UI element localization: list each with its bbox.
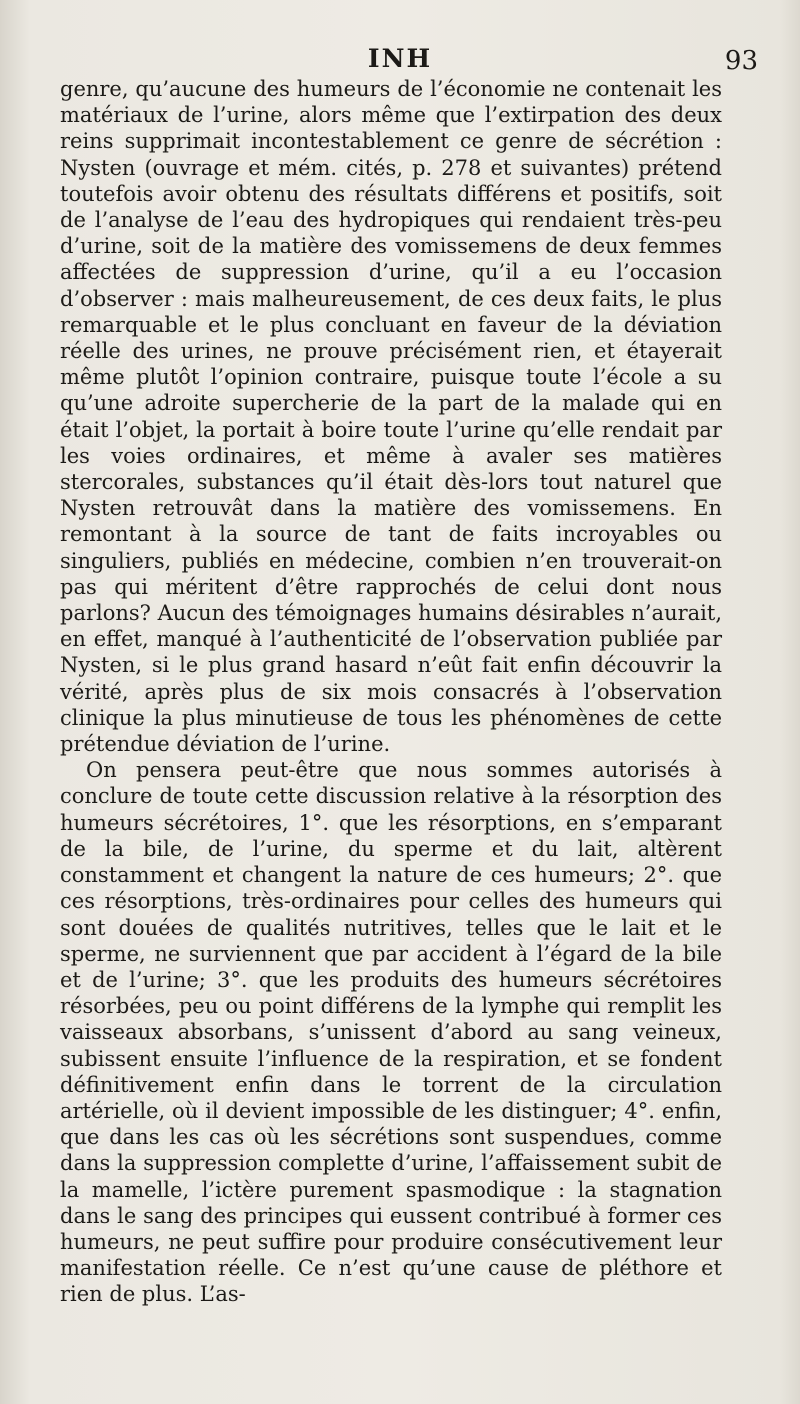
paragraph-1: genre, qu’aucune des humeurs de l’économie ne contenait les matériaux de l’urine, alors même que l’extirpation des deux reins supprimait incontestablement ce genre de sécrétion : Nysten (ouvrage et mém. cités, p. 278 et suivantes) prétend toutefois avoir obtenu des résultats différens et positifs, soit de l’analyse de l’eau des hydropiques qui rendaient très-peu d’urine, soit de la matière des vomissemens de deux femmes affectées de suppression d’urine, qu’il a eu l’occasion d’observer : mais malheureusement, de ces deux faits, le plus remarquable et le plus concluant en faveur de la déviation réelle des urines, ne prouve précisément rien, et étayerait même plutôt l’opinion contraire, puisque toute l’école a su qu’une adroite supercherie de la part de la malade qui en était l’objet, la portait à boire toute l’urine qu’elle rendait par les voies ordinaires, et même à avaler ses matières stercorales, substances qu’il était dès-lors tout naturel que Nysten retrouvât dans la matière des vomissemens. En remontant à la source de tant de faits incroyables ou singuliers, publiés en médecine, combien n’en trouverait-on pas qui méritent d’être rapprochés de celui dont nous parlons? Aucun des témoignages humains désirables n’aurait, en effet, manqué à l’authenticité de l’observation publiée par Nysten, si le plus grand hasard n’eût fait enfin découvrir la vérité, après plus de six mois consacrés à l’observation clinique la plus minutieuse de tous les phénomènes de cette prétendue déviation de l’urine.	[60, 77, 722, 757]
paragraph-2: On pensera peut-être que nous sommes autorisés à conclure de toute cette discussion relative à la résorption des humeurs sécrétoires, 1°. que les résorptions, en s’emparant de la bile, de l’urine, du sperme et du lait, altèrent constamment et changent la nature de ces humeurs; 2°. que ces résorptions, très-ordinaires pour celles des humeurs qui sont douées de qualités nutritives, telles que le lait et le sperme, ne surviennent que par accident à l’égard de la bile et de l’urine; 3°. que les produits des humeurs sécrétoires résorbées, peu ou point différens de la lymphe qui remplit les vaisseaux absorbans, s’unissent d’abord au sang veineux, subissent ensuite l’influence de la respiration, et se fondent définitivement enfin dans le torrent de la circulation artérielle, où il devient impossible de les distinguer; 4°. enfin, que dans les cas où les sécrétions sont suspendues, comme dans la suppression complette d’urine, l’affaissement subit de la mamelle, l’ictère purement spasmodique : la stagnation dans le sang des principes qui eussent contribué à former ces humeurs, ne peut suffire pour produire consécutivement leur manifestation réelle. Ce n’est qu’une cause de pléthore et rien de plus. L’as-	[60, 758, 722, 1307]
body-text	[60, 76, 722, 1308]
running-head: INH	[367, 44, 433, 73]
page-header	[60, 44, 758, 80]
page-number: 93	[724, 46, 758, 76]
